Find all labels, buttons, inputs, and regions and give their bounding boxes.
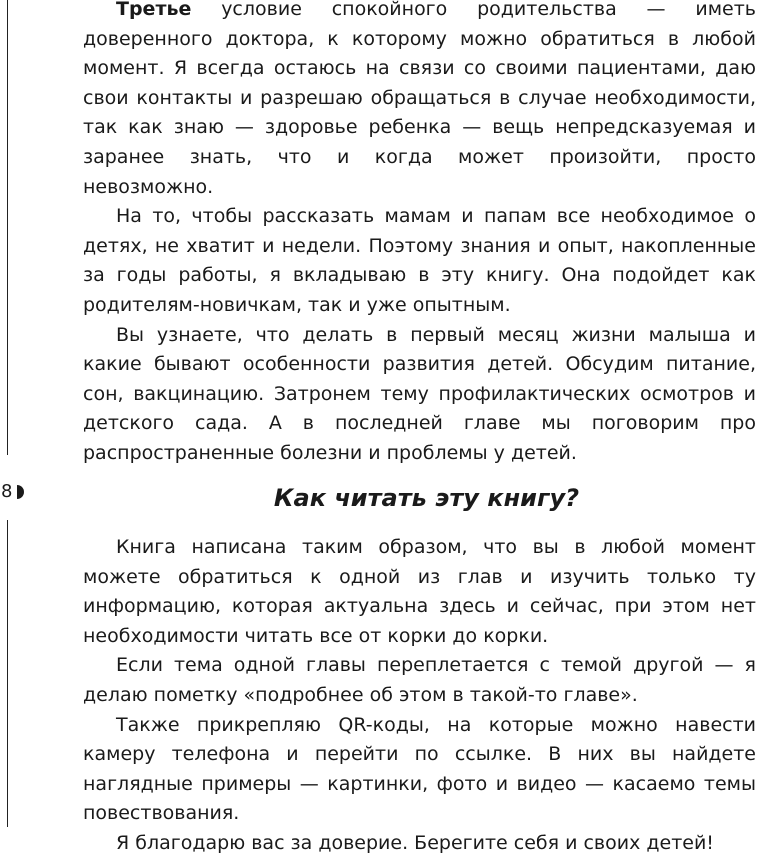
paragraph-text: условие спокойного родительства — иметь доверенного доктора, к которому можно обратиться в любой момент. Я всегда остаюсь на связи со своими пациентами, даю свои контакты и разрешаю обращаться в случае необходимости, так как знаю — здоровье ребенка — вещь непредсказуемая и заранее знать, что и когда может произойти, просто невозможно.: [83, 0, 756, 198]
paragraph: Если тема одной главы переплетается с темой другой — я делаю пометку «подробнее об этом в такой-то главе».: [83, 654, 756, 706]
paragraph: [83, 0, 756, 202]
intro-text-block: [83, 0, 756, 469]
section-heading: Как читать эту книгу?: [273, 484, 580, 512]
page-number: 8: [1, 481, 13, 502]
paragraph: Вы узнаете, что делать в первый месяц жизни малыша и какие бывают особенности развития детей. Обсудим питание, сон, вакцинацию. Затронем тему профилактических осмотров и детского сада. А в последней главе мы поговорим про распространенные болезни и проблемы у детей.: [83, 323, 756, 464]
paragraph: Также прикрепляю QR-коды, на которые можно навести камеру телефона и перейти по ссылке. В них вы найдете наглядные примеры — картинки, фото и видео — касаемо темы повествования.: [83, 713, 756, 825]
margin-rule-top: [7, 0, 8, 455]
bold-lead-word: Третье: [116, 0, 192, 20]
paragraph: На то, чтобы рассказать мамам и папам все необходимое о детях, не хватит и недели. Поэтому знания и опыт, накопленные за годы работы, я вкладываю в эту книгу. Она подойдет как родителям-новичкам, так и уже опытным.: [83, 205, 756, 316]
page-number-marker: [0, 480, 34, 504]
margin-rule-bottom: [7, 520, 8, 827]
half-circle-icon: [17, 485, 24, 499]
section-text-block: [83, 533, 756, 859]
paragraph: Книга написана таким образом, что вы в любой момент можете обратиться к одной из глав и изучить только ту информацию, которая актуальна здесь и сейчас, при этом нет необходимости читать все от корки до корки.: [83, 536, 756, 647]
paragraph: Я благодарю вас за доверие. Берегите себя и своих детей!: [116, 831, 714, 854]
